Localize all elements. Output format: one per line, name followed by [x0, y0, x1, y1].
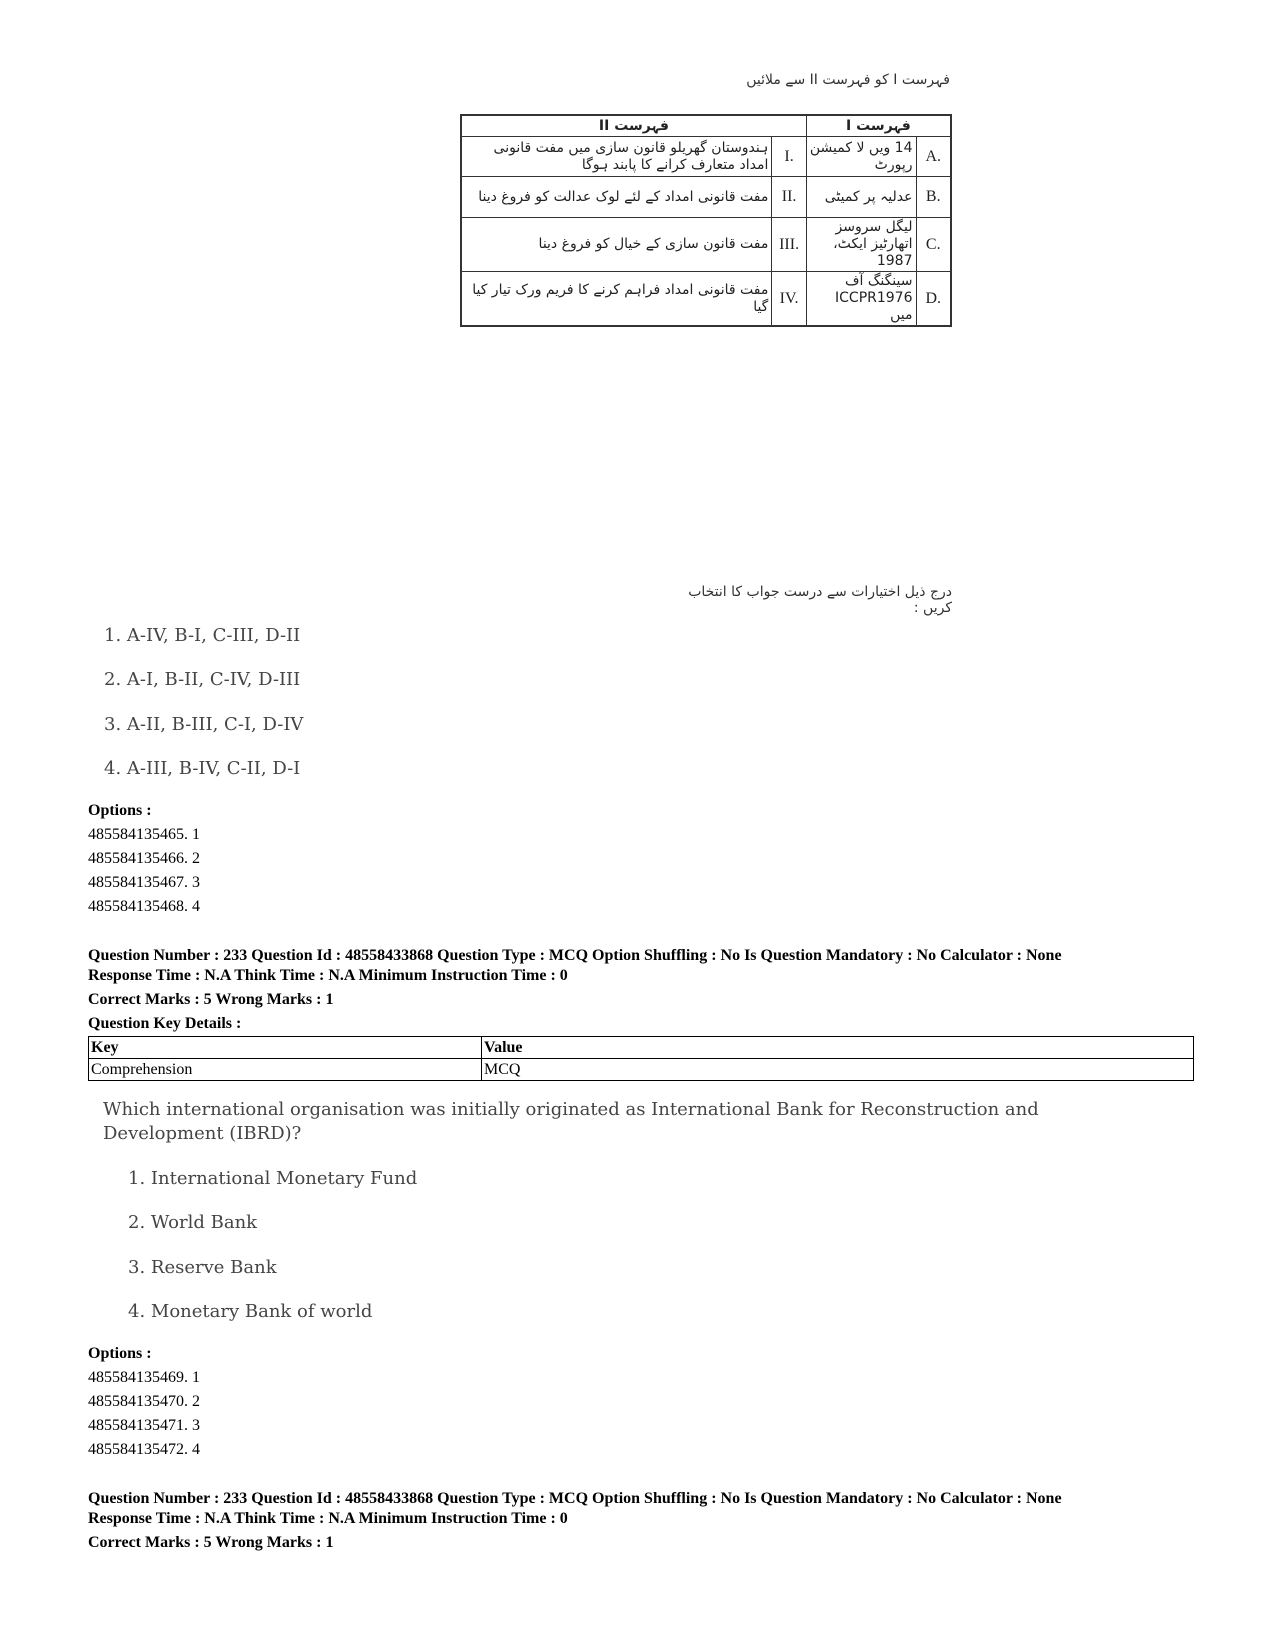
question-timing: Response Time : N.A Think Time : N.A Minimum Instruction Time : 0	[88, 1510, 568, 1527]
question-marks: Correct Marks : 5 Wrong Marks : 1	[88, 1534, 334, 1551]
row-label-2: IV.	[772, 272, 806, 327]
choice-3: 3. Reserve Bank	[128, 1257, 277, 1278]
table-row	[461, 272, 951, 327]
question-meta: Question Number : 233 Question Id : 48558433868 Question Type : MCQ Option Shuffling : No Is Question Mandatory : No Calculator : None	[88, 1490, 1062, 1507]
options-label: Options :	[88, 802, 152, 819]
options-label: Options :	[88, 1345, 152, 1362]
table-row	[89, 1037, 1194, 1059]
match-table	[460, 114, 952, 327]
key-details-label: Question Key Details :	[88, 1015, 242, 1032]
table-row	[461, 177, 951, 218]
option-id: 485584135470. 2	[88, 1393, 200, 1410]
option-id: 485584135469. 1	[88, 1369, 200, 1386]
question-text: Which international organisation was initially originated as International Bank for Reconstruction and	[103, 1099, 1039, 1120]
value-cell: MCQ	[482, 1059, 1194, 1081]
key-cell: Comprehension	[89, 1059, 482, 1081]
option-id: 485584135465. 1	[88, 826, 200, 843]
list-2-item: مفت قانون سازی کے خیال کو فروغ دینا	[461, 218, 772, 272]
question-meta: Question Number : 233 Question Id : 48558433868 Question Type : MCQ Option Shuffling : No Is Question Mandatory : No Calculator : None	[88, 947, 1062, 964]
list-2-item: ہندوستان گھریلو قانون سازی میں مفت قانونی امداد متعارف کرانے کا پابند ہوگا	[461, 137, 772, 177]
option-id: 485584135468. 4	[88, 898, 200, 915]
match-table-header	[461, 115, 951, 137]
choice-1: 1. A-IV, B-I, C-III, D-II	[104, 625, 301, 646]
row-label-1: C.	[916, 218, 951, 272]
choice-1: 1. International Monetary Fund	[128, 1168, 418, 1189]
choice-4: 4. A-III, B-IV, C-II, D-I	[104, 758, 301, 779]
list-1-item: 14 ویں لا کمیشن رپورٹ	[806, 137, 916, 177]
question-text-continued: Development (IBRD)?	[103, 1123, 302, 1144]
option-id: 485584135471. 3	[88, 1417, 200, 1434]
match-instruction: فہرست I کو فہرست II سے ملائیں	[746, 72, 950, 88]
table-row	[461, 218, 951, 272]
row-label-1: D.	[916, 272, 951, 327]
value-header: Value	[482, 1037, 1194, 1059]
option-id: 485584135472. 4	[88, 1441, 200, 1458]
choose-instruction: درج ذیل اختیارات سے درست جواب کا انتخاب کریں :	[688, 584, 952, 616]
choice-4: 4. Monetary Bank of world	[128, 1301, 373, 1322]
list-2-item: مفت قانونی امداد کے لئے لوک عدالت کو فروغ دینا	[461, 177, 772, 218]
list-1-item: لیگل سروسز اتھارٹیز ایکٹ، 1987	[806, 218, 916, 272]
key-header: Key	[89, 1037, 482, 1059]
list-2-header: فہرست II	[461, 115, 806, 137]
row-label-2: I.	[772, 137, 806, 177]
table-row	[461, 137, 951, 177]
row-label-1: A.	[916, 137, 951, 177]
row-label-1: B.	[916, 177, 951, 218]
choice-2: 2. A-I, B-II, C-IV, D-III	[104, 669, 301, 690]
question-marks: Correct Marks : 5 Wrong Marks : 1	[88, 991, 334, 1008]
list-1-item: سینگنگ آف ICCPR1976 میں	[806, 272, 916, 327]
row-label-2: III.	[772, 218, 806, 272]
option-id: 485584135467. 3	[88, 874, 200, 891]
row-label-2: II.	[772, 177, 806, 218]
option-id: 485584135466. 2	[88, 850, 200, 867]
table-row	[89, 1059, 1194, 1081]
question-timing: Response Time : N.A Think Time : N.A Minimum Instruction Time : 0	[88, 967, 568, 984]
choice-2: 2. World Bank	[128, 1212, 258, 1233]
key-details-table	[88, 1036, 1194, 1081]
list-2-item: مفت قانونی امداد فراہم کرنے کا فریم ورک تیار کیا گیا	[461, 272, 772, 327]
list-1-item: عدلیہ پر کمیٹی	[806, 177, 916, 218]
list-1-header: فہرست I	[806, 115, 951, 137]
choice-3: 3. A-II, B-III, C-I, D-IV	[104, 714, 304, 735]
